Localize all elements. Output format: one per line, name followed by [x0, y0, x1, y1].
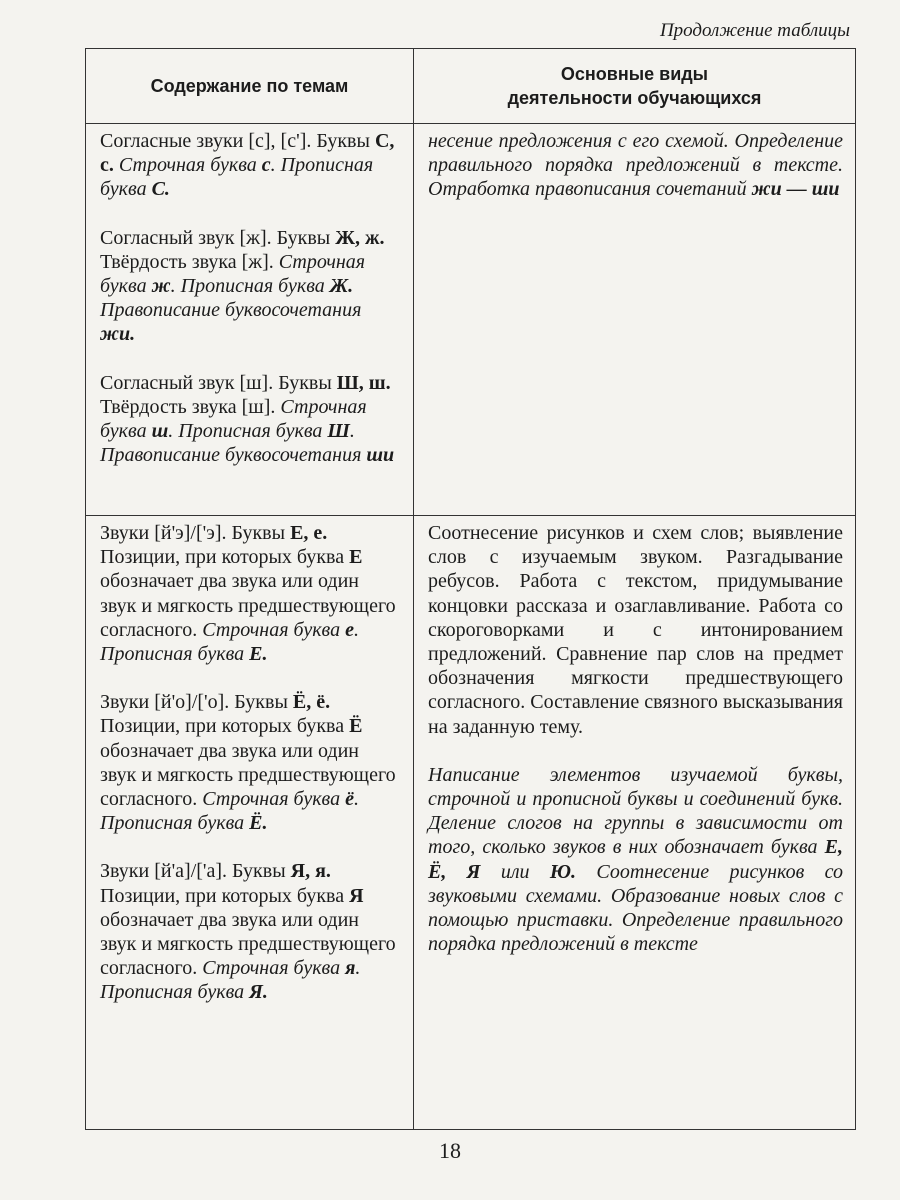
header-activities [414, 49, 856, 124]
topic-ya: Звуки [й'а]/['а]. Буквы Я, я. Позиции, при которых буква Я обозначает два звука или один звук и мягкость предшествующего согласного. Строчная буква я. Прописная буква Я. [100, 860, 396, 1004]
curriculum-table [85, 48, 856, 1130]
activities-cell [414, 124, 856, 516]
activities-cell [414, 516, 856, 1130]
table-row [86, 516, 856, 1130]
topic-zh: Согласный звук [ж]. Буквы Ж, ж. Твёрдость звука [ж]. Строчная буква ж. Прописная буква Ж. Правописание буквосочетания жи. [100, 226, 385, 346]
topics-cell [86, 516, 414, 1130]
topic-sh: Согласный звук [ш]. Буквы Ш, ш. Твёрдость звука [ш]. Строчная буква ш. Прописная буква Ш. Правописание буквосочетания ши [100, 371, 395, 467]
header-topics: Содержание по темам [86, 49, 414, 124]
activity-text: Соотнесение рисунков и схем слов; выявление слов с изучаемым звуком. Разгадывание ребусов. Работа с текстом, придумывание концовки рассказа и озаглавливание. Работа со скороговорками и с интонированием предложений. Сравнение пар слов на предмет обозначения мягкости предшествующего согласного. Составление связного высказывания на заданную тему. [428, 522, 843, 738]
topic-s: Согласные звуки [с], [с']. Буквы С, с. Строчная буква с. Прописная буква С. [100, 130, 395, 201]
continuation-label: Продолжение таблицы [659, 20, 850, 41]
header-activities-line2: деятельности обучающихся [507, 88, 762, 108]
topic-yo: Звуки [й'о]/['о]. Буквы Ё, ё. Позиции, при которых буква Ё обозначает два звука или один звук и мягкость предшествующего согласного. Строчная буква ё. Прописная буква Ё. [100, 691, 396, 835]
page-number: 18 [439, 1138, 461, 1163]
activity-text: несение предложения с его схемой. Определение правильного порядка предложений в тексте. Отработка правописания сочетаний жи — ши [428, 130, 843, 201]
topic-e: Звуки [й'э]/['э]. Буквы Е, е. Позиции, при которых буква Е обозначает два звука или один звук и мягкость предшествующего согласного. Строчная буква е. Прописная буква Е. [100, 522, 396, 666]
header-activities-line1: Основные виды [560, 64, 709, 84]
activity-writing: Написание элементов изучаемой буквы, строчной и прописной буквы и соединений букв. Деление слогов на группы в зависимости от того, сколько звуков в них обозначает буква Е, Ё, Я или Ю. Соотнесение рисунков со звуковыми схемами. Образование новых слов с помощью приставки. Определение правильного порядка предложений в тексте [428, 763, 843, 956]
topics-cell [86, 124, 414, 516]
table-row [86, 124, 856, 516]
header-row [86, 49, 856, 124]
